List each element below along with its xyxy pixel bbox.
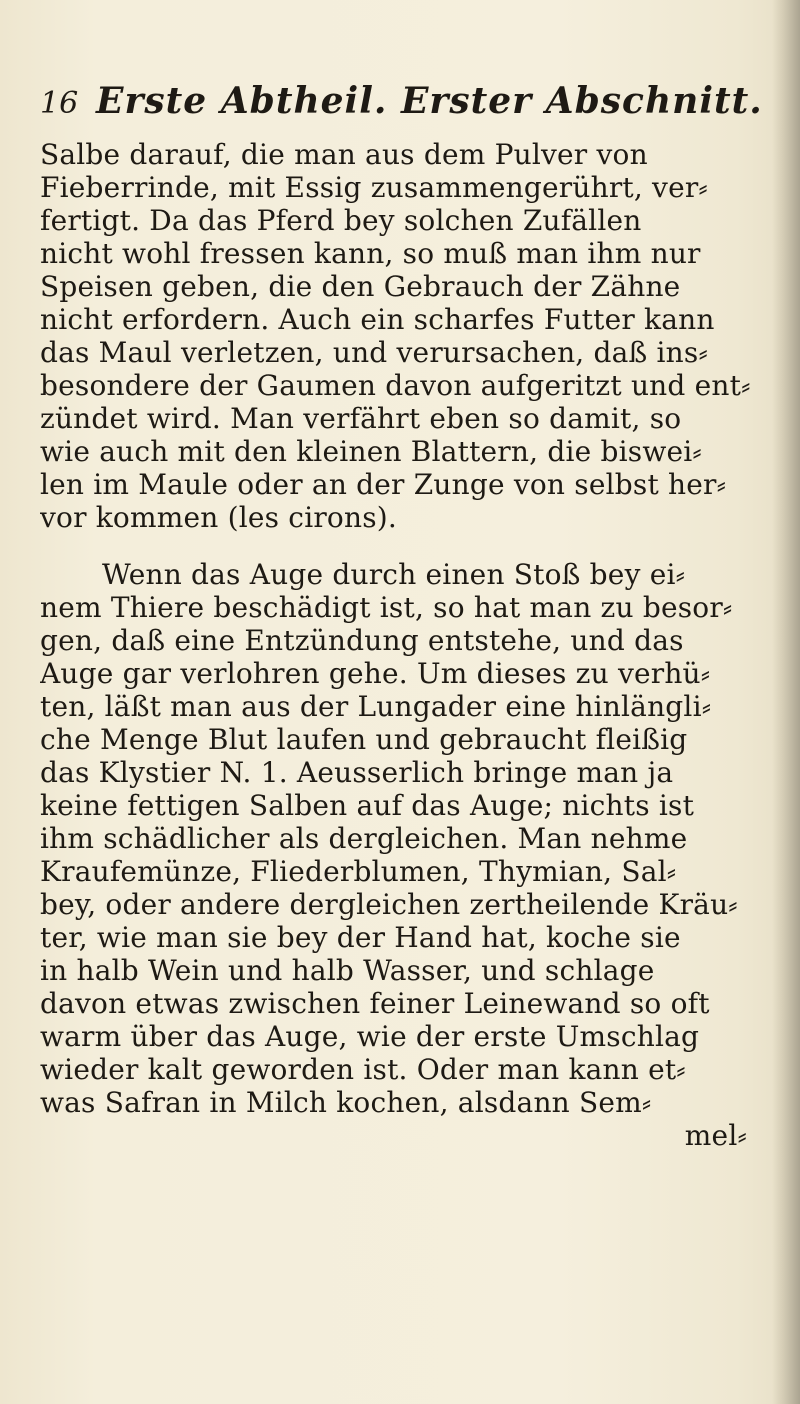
text-line: was Safran in Milch kochen, alsdann Sem⸗ bbox=[40, 1086, 652, 1119]
text-line: bey, oder andere dergleichen zertheilende Kräu⸗ bbox=[40, 888, 738, 921]
text-line: in halb Wein und halb Wasser, und schlage bbox=[40, 954, 655, 987]
page-header bbox=[40, 78, 763, 128]
text-line: nicht erfordern. Auch ein scharfes Futter kann bbox=[40, 303, 715, 336]
page-edge-shadow bbox=[772, 0, 800, 1404]
text-line: das Klystier N. 1. Aeusserlich bringe man ja bbox=[40, 756, 674, 789]
text-line: keine fettigen Salben auf das Auge; nichts ist bbox=[40, 789, 695, 822]
page-number: 16 bbox=[40, 86, 79, 121]
text-line: wie auch mit den kleinen Blattern, die biswei⸗ bbox=[40, 435, 702, 468]
running-head: Erste Abtheil. Erster Abschnitt. bbox=[96, 80, 763, 122]
paragraph-spacer bbox=[40, 534, 765, 558]
text-line: warm über das Auge, wie der erste Umschlag bbox=[40, 1020, 700, 1053]
text-line: fertigt. Da das Pferd bey solchen Zufällen bbox=[40, 204, 642, 237]
text-line: nicht wohl fressen kann, so muß man ihm nur bbox=[40, 237, 701, 270]
text-line: che Menge Blut laufen und gebraucht fleißig bbox=[40, 723, 688, 756]
body-text bbox=[40, 138, 765, 1152]
text-line: nem Thiere beschädigt ist, so hat man zu besor⸗ bbox=[40, 591, 733, 624]
text-line: besondere der Gaumen davon aufgeritzt und ent⸗ bbox=[40, 369, 751, 402]
text-line: len im Maule oder an der Zunge von selbst her⸗ bbox=[40, 468, 727, 501]
text-line: vor kommen (les cirons). bbox=[40, 501, 398, 534]
text-line: Wenn das Auge durch einen Stoß bey ei⸗ bbox=[102, 558, 686, 591]
paragraph-1 bbox=[40, 138, 765, 534]
text-line: gen, daß eine Entzündung entstehe, und das bbox=[40, 624, 684, 657]
text-line: zündet wird. Man verfährt eben so damit, so bbox=[40, 402, 682, 435]
text-line: Salbe darauf, die man aus dem Pulver von bbox=[40, 138, 648, 171]
text-line: ter, wie man sie bey der Hand hat, koche sie bbox=[40, 921, 681, 954]
text-line: wieder kalt geworden ist. Oder man kann et⸗ bbox=[40, 1053, 686, 1086]
text-line: Fieberrinde, mit Essig zusammengerührt, ver⸗ bbox=[40, 171, 708, 204]
text-line: das Maul verletzen, und verursachen, daß ins⸗ bbox=[40, 336, 709, 369]
paragraph-2 bbox=[40, 558, 765, 1119]
text-line: Auge gar verlohren gehe. Um dieses zu verhü⸗ bbox=[40, 657, 711, 690]
text-line: Kraufemünze, Fliederblumen, Thymian, Sal⸗ bbox=[40, 855, 677, 888]
text-line: Speisen geben, die den Gebrauch der Zähne bbox=[40, 270, 681, 303]
text-line: ten, läßt man aus der Lungader eine hinlängli⸗ bbox=[40, 690, 712, 723]
text-line: ihm schädlicher als dergleichen. Man nehme bbox=[40, 822, 688, 855]
catchword: mel⸗ bbox=[684, 1119, 747, 1152]
text-line: davon etwas zwischen feiner Leinewand so oft bbox=[40, 987, 710, 1020]
